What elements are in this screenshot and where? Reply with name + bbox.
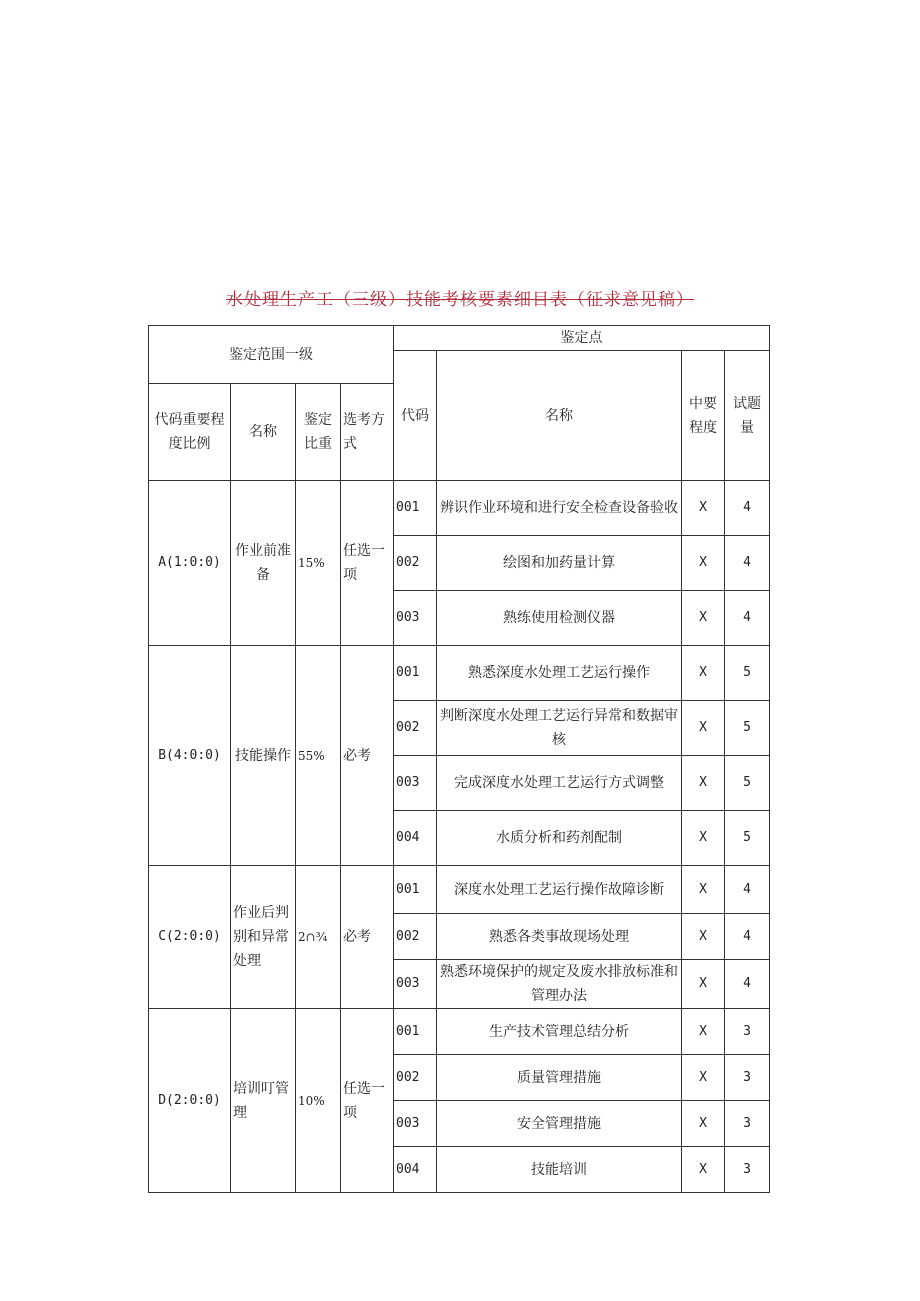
item-importance: X: [682, 811, 725, 866]
item-name: 绘图和加药量计算: [437, 536, 682, 591]
group-code: B(4:0:0): [149, 646, 231, 866]
table-row: [149, 646, 770, 701]
item-name: 判断深度水处理工艺运行异常和数据审核: [437, 701, 682, 756]
item-importance: X: [682, 481, 725, 536]
item-count: 5: [725, 756, 770, 811]
item-code: 004: [394, 811, 437, 866]
item-count: 5: [725, 811, 770, 866]
item-code: 001: [394, 481, 437, 536]
item-count: 4: [725, 536, 770, 591]
item-importance: X: [682, 646, 725, 701]
item-code: 003: [394, 756, 437, 811]
item-name: 质量管理措施: [437, 1055, 682, 1101]
item-count: 4: [725, 591, 770, 646]
group-code: A(1:0:0): [149, 481, 231, 646]
group-method: 任选一项: [341, 1009, 394, 1193]
header-question-count: 试题量: [725, 351, 770, 481]
item-name: 技能培训: [437, 1147, 682, 1193]
group-method: 必考: [341, 866, 394, 1009]
item-importance: X: [682, 960, 725, 1009]
item-name: 熟悉深度水处理工艺运行操作: [437, 646, 682, 701]
group-code: C(2:0:0): [149, 866, 231, 1009]
group-weight: 2∩¾: [296, 866, 341, 1009]
item-code: 002: [394, 536, 437, 591]
group-weight: 55%: [296, 646, 341, 866]
document-title: 水处理生产工（三级）技能考核要素细目表（征求意见稿）: [226, 290, 694, 310]
item-importance: X: [682, 1055, 725, 1101]
item-importance: X: [682, 701, 725, 756]
group-weight: 10%: [296, 1009, 341, 1193]
group-code: D(2:0:0): [149, 1009, 231, 1193]
item-count: 4: [725, 481, 770, 536]
item-code: 002: [394, 914, 437, 960]
header-importance: 中要程度: [682, 351, 725, 481]
item-count: 3: [725, 1009, 770, 1055]
item-count: 4: [725, 960, 770, 1009]
group-name: 培训叮管理: [231, 1009, 296, 1193]
item-importance: X: [682, 591, 725, 646]
table-row: [149, 866, 770, 914]
item-code: 002: [394, 701, 437, 756]
header-point-name: 名称: [437, 351, 682, 481]
item-importance: X: [682, 756, 725, 811]
item-code: 003: [394, 591, 437, 646]
header-code: 代码: [394, 351, 437, 481]
item-code: 003: [394, 1101, 437, 1147]
item-count: 4: [725, 866, 770, 914]
item-code: 003: [394, 960, 437, 1009]
item-name: 安全管理措施: [437, 1101, 682, 1147]
header-scope-level1: 鉴定范围一级: [149, 326, 394, 384]
item-count: 3: [725, 1147, 770, 1193]
header-points: 鉴定点: [394, 326, 770, 351]
item-count: 5: [725, 701, 770, 756]
item-importance: X: [682, 1147, 725, 1193]
item-name: 完成深度水处理工艺运行方式调整: [437, 756, 682, 811]
item-importance: X: [682, 536, 725, 591]
item-count: 4: [725, 914, 770, 960]
assessment-table: [148, 325, 770, 1193]
item-name: 深度水处理工艺运行操作故障诊断: [437, 866, 682, 914]
table-row: [149, 481, 770, 536]
item-code: 001: [394, 646, 437, 701]
group-name: 作业后判别和异常处理: [231, 866, 296, 1009]
header-exam-method: 选考方式: [341, 384, 394, 481]
group-weight: 15%: [296, 481, 341, 646]
item-name: 水质分析和药剂配制: [437, 811, 682, 866]
item-count: 3: [725, 1055, 770, 1101]
item-count: 5: [725, 646, 770, 701]
item-code: 002: [394, 1055, 437, 1101]
item-importance: X: [682, 866, 725, 914]
item-name: 熟悉环境保护的规定及废水排放标准和管理办法: [437, 960, 682, 1009]
item-code: 004: [394, 1147, 437, 1193]
header-name: 名称: [231, 384, 296, 481]
header-weight: 鉴定比重: [296, 384, 341, 481]
item-name: 生产技术管理总结分析: [437, 1009, 682, 1055]
item-name: 熟练使用检测仪器: [437, 591, 682, 646]
header-code-ratio: 代码重要程度比例: [149, 384, 231, 481]
item-importance: X: [682, 914, 725, 960]
item-name: 辨识作业环境和进行安全检查设备验收: [437, 481, 682, 536]
item-importance: X: [682, 1009, 725, 1055]
group-name: 作业前准备: [231, 481, 296, 646]
item-code: 001: [394, 1009, 437, 1055]
group-name: 技能操作: [231, 646, 296, 866]
item-importance: X: [682, 1101, 725, 1147]
item-code: 001: [394, 866, 437, 914]
item-name: 熟悉各类事故现场处理: [437, 914, 682, 960]
table-row: [149, 1009, 770, 1055]
item-count: 3: [725, 1101, 770, 1147]
group-method: 任选一项: [341, 481, 394, 646]
group-method: 必考: [341, 646, 394, 866]
